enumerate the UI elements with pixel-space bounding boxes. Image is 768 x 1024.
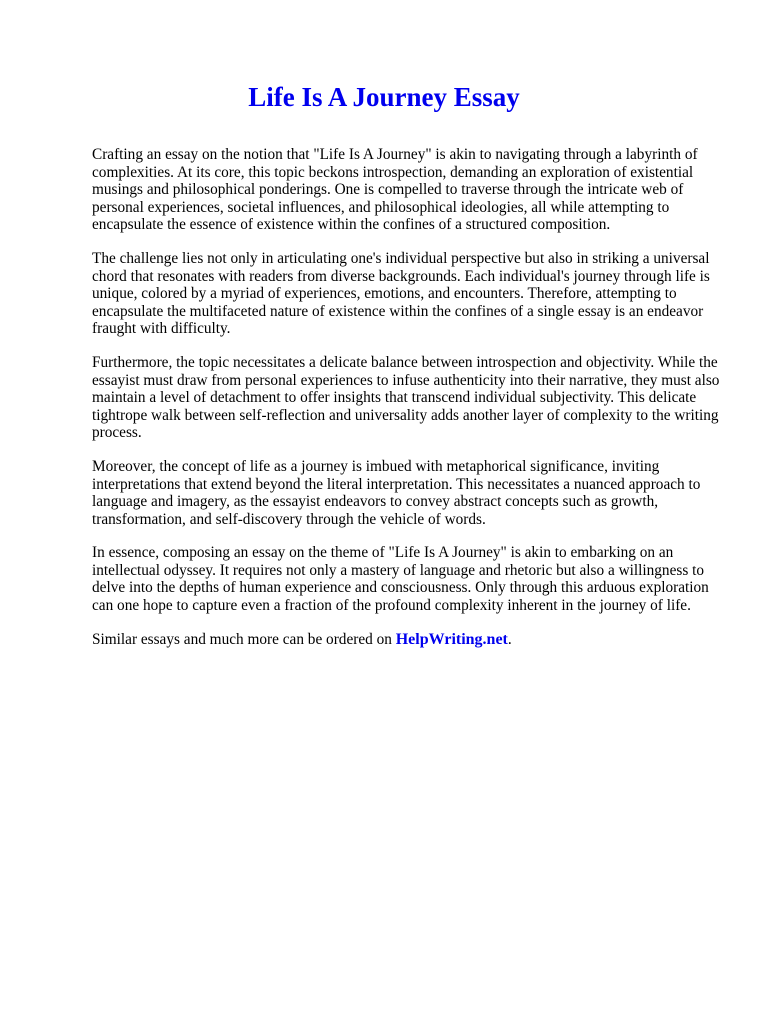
helpwriting-link[interactable]: HelpWriting.net xyxy=(395,630,508,648)
paragraph-5: In essence, composing an essay on the theme of "Life Is A Journey" is akin to embarking on an intellectual odyssey. It requires not only a mastery of language and rhetoric but also a willingness to delve into the depths of human experience and consciousness. Only through this arduous exploration can one hope to capture even a fraction of the profound complexity inherent in the journey of life. xyxy=(92,544,709,615)
document-title: Life Is A Journey Essay xyxy=(248,82,520,112)
paragraph-1: Crafting an essay on the notion that "Life Is A Journey" is akin to navigating through a labyrinth of complexities. At its core, this topic beckons introspection, demanding an exploration of existential musings and philosophical ponderings. One is compelled to traverse through the intricate web of personal experiences, societal influences, and philosophical ideologies, all while attempting to encapsulate the essence of existence within the confines of a structured composition. xyxy=(92,146,698,234)
footer-line xyxy=(92,631,732,649)
footer-prefix: Similar essays and much more can be ordered on xyxy=(92,630,392,648)
footer-suffix: . xyxy=(507,630,512,648)
paragraph-2: The challenge lies not only in articulating one's individual perspective but also in striking a universal chord that resonates with readers from diverse backgrounds. Each individual's journey through life is unique, colored by a myriad of experiences, emotions, and encounters. Therefore, attempting to encapsulate the multifaceted nature of existence within the confines of a single essay is an endeavor fraught with difficulty. xyxy=(92,249,710,338)
paragraph-3: Furthermore, the topic necessitates a delicate balance between introspection and objectivity. While the essayist must draw from personal experiences to infuse authenticity into their narrative, they must also maintain a level of detachment to offer insights that transcend individual subjectivity. This delicate tightrope walk between self-reflection and universality adds another layer of complexity to the writing process. xyxy=(92,353,720,442)
document-body xyxy=(92,146,732,648)
paragraph-4: Moreover, the concept of life as a journey is imbued with metaphorical significance, inviting interpretations that extend beyond the literal interpretation. This necessitates a nuanced approach to language and imagery, as the essayist endeavors to convey abstract concepts such as growth, transformation, and self-discovery through the vehicle of words. xyxy=(92,457,701,528)
